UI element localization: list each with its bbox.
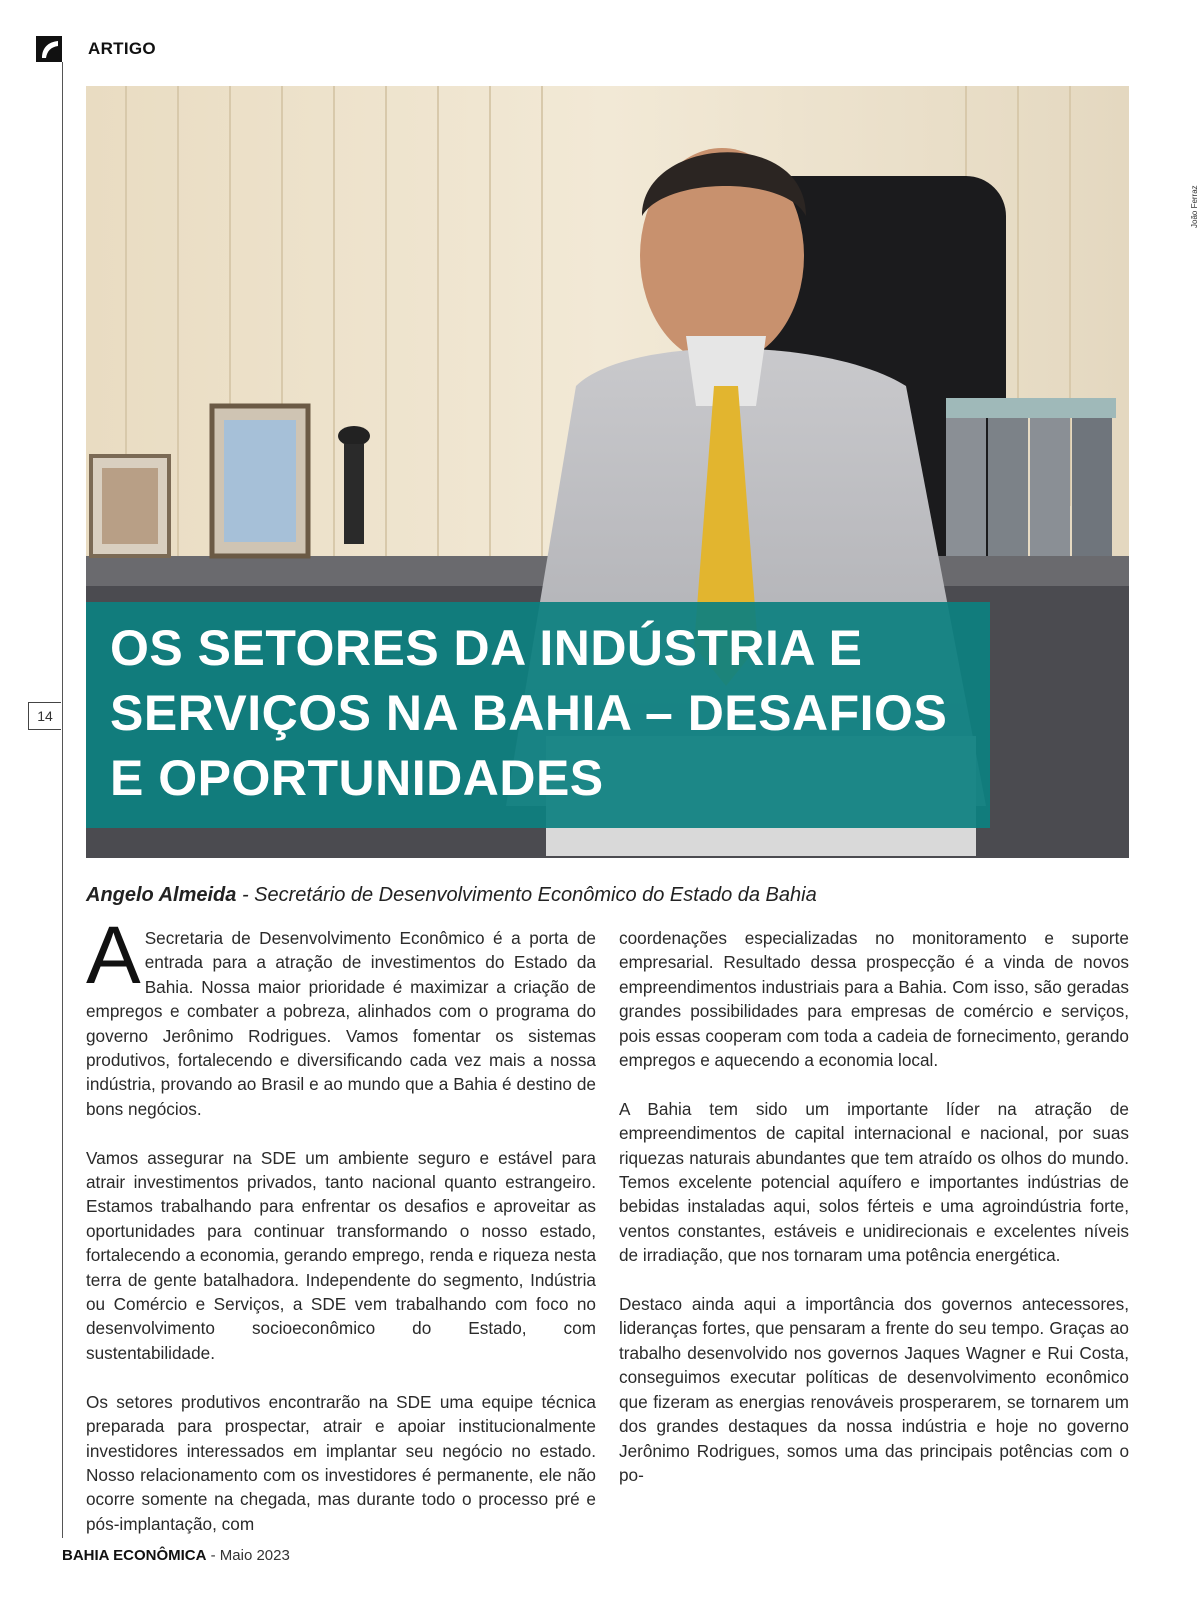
page-footer [62,1547,290,1564]
author-role: - Secretário de Desenvolvimento Econômico do Estado da Bahia [236,884,817,906]
title-banner [86,602,990,828]
article-title: OS SETORES DA INDÚSTRIA E SERVIÇOS NA BAHIA – DESAFIOS E OPORTUNIDADES [110,620,948,806]
paragraph: Os setores produtivos encontrarão na SDE uma equipe técnica preparada para prospectar, atrair e apoiar institucionalmente investidores interessados em implantar seu negócio no estado. Nosso relacionamento com os investidores é permanente, ele não ocorre somente na chegada, mas durante todo o processo pré e pós-implantação, com [86,1391,596,1534]
byline [86,884,817,907]
article-column-2 [619,926,1129,1512]
author-name: Angelo Almeida [86,884,237,906]
paragraph: Vamos assegurar na SDE um ambiente seguro e estável para atrair investimentos privados, tanto nacional quanto estrangeiro. Estamos trabalhando para enfrentar os desafios e aproveitar as oportunidades para continuar transformando o nosso estado, fortalecendo a economia, gerando emprego, renda e riqueza nesta terra de gente batalhadora. Independente do segmento, Indústria ou Comércio e Serviços, a SDE vem trabalhando com foco no desenvolvimento socioeconômico do Estado, com sustentabilidade. [86,1147,596,1363]
margin-rule [62,62,63,1538]
paragraph: A Bahia tem sido um importante líder na atração de empreendimentos de capital internacional e nacional, por suas riquezas naturais abundantes que tem atraído os olhos do mundo. Temos excelente potencial aquífero e importantes indústrias de bebidas instaladas aqui, solos férteis e uma agroindústria forte, ventos constantes, estáveis e unidirecionais e excelentes níveis de irradiação, que nos tornaram uma potência energética. [619,1098,1129,1266]
magazine-logo-icon [36,36,62,62]
paragraph: coordenações especializadas no monitoramento e suporte empresarial. Resultado dessa prospecção é a vinda de novos empreendimentos industriais para a Bahia. Com isso, são geradas grandes possibilidades para empresas de comércio e serviços, pois essas cooperam com toda a cadeia de fornecimento, gerando empregos e aquecendo a economia local. [619,928,1129,1071]
article-column-1 [86,910,596,1561]
page-number: 14 [28,702,61,730]
publication-name: BAHIA ECONÔMICA [62,1547,207,1564]
paragraph [86,910,596,1121]
drop-cap: A [86,910,141,1001]
issue-date: - Maio 2023 [206,1547,290,1564]
photo-credit: João Ferraz [1190,185,1199,228]
section-label: ARTIGO [88,39,156,58]
paragraph: Destaco ainda aqui a importância dos governos antecessores, lideranças fortes, que pensaram a frente do seu tempo. Graças ao trabalho desenvolvido nos governos Jaques Wagner e Rui Costa, conseguimos executar políticas de desenvolvimento econômico que fizeram as energias renováveis prosperarem, se tornarem um dos grandes destaques da nossa indústria e hoje no governo Jerônimo Rodrigues, somos uma das principais potências com o po- [619,1294,1129,1485]
paragraph-text: Secretaria de Desenvolvimento Econômico é a porta de entrada para a atração de investimentos do Estado da Bahia. Nossa maior prioridade é maximizar a criação de empregos e combater a pobreza, alinhados com o programa do governo Jerônimo Rodrigues. Vamos fomentar os sistemas produtivos, fortalecendo e diversificando cada vez mais a nossa indústria, provando ao Brasil e ao mundo que a Bahia é destino de bons negócios. [86,928,596,1119]
